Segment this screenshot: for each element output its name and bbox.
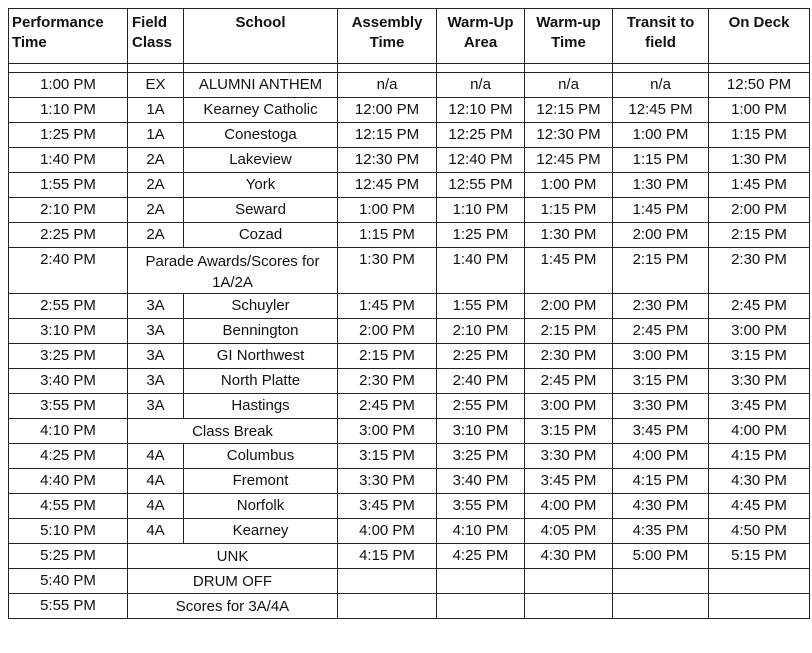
header-on-deck: On Deck	[709, 9, 810, 64]
assembly-time-cell: 2:00 PM	[338, 319, 437, 344]
performance-time-cell: 1:10 PM	[9, 98, 128, 123]
school-cell: York	[184, 173, 338, 198]
field-class-cell: 3A	[128, 294, 184, 319]
on-deck-cell: 3:30 PM	[709, 369, 810, 394]
on-deck-cell: 3:15 PM	[709, 344, 810, 369]
warm-up-time-cell: 12:30 PM	[525, 123, 613, 148]
table-row	[9, 569, 810, 594]
warm-up-time-cell: 4:30 PM	[525, 544, 613, 569]
header-row	[9, 9, 810, 64]
assembly-time-cell: 1:30 PM	[338, 248, 437, 294]
performance-time-cell: 4:25 PM	[9, 444, 128, 469]
merged-event-cell: DRUM OFF	[128, 569, 338, 594]
warm-up-time-cell: n/a	[525, 73, 613, 98]
warm-up-time-cell: 12:15 PM	[525, 98, 613, 123]
transit-cell: 1:30 PM	[613, 173, 709, 198]
performance-time-cell: 3:40 PM	[9, 369, 128, 394]
transit-cell: 3:15 PM	[613, 369, 709, 394]
table-row	[9, 148, 810, 173]
table-row	[9, 419, 810, 444]
warm-up-area-cell: 2:40 PM	[437, 369, 525, 394]
performance-time-cell: 5:25 PM	[9, 544, 128, 569]
field-class-cell: 1A	[128, 98, 184, 123]
transit-cell: 3:45 PM	[613, 419, 709, 444]
assembly-time-cell: 12:45 PM	[338, 173, 437, 198]
on-deck-cell: 4:45 PM	[709, 494, 810, 519]
on-deck-cell: 1:45 PM	[709, 173, 810, 198]
assembly-time-cell: 3:00 PM	[338, 419, 437, 444]
warm-up-time-cell: 4:00 PM	[525, 494, 613, 519]
warm-up-area-cell: 1:10 PM	[437, 198, 525, 223]
assembly-time-cell	[338, 594, 437, 619]
field-class-cell: 3A	[128, 319, 184, 344]
school-cell: Lakeview	[184, 148, 338, 173]
warm-up-area-cell: 1:55 PM	[437, 294, 525, 319]
spacer-cell	[437, 64, 525, 73]
school-cell: Conestoga	[184, 123, 338, 148]
assembly-time-cell	[338, 569, 437, 594]
assembly-time-cell: 1:45 PM	[338, 294, 437, 319]
assembly-time-cell: 3:30 PM	[338, 469, 437, 494]
warm-up-time-cell: 3:15 PM	[525, 419, 613, 444]
header-transit-to-field: Transit to field	[613, 9, 709, 64]
warm-up-area-cell: 3:55 PM	[437, 494, 525, 519]
performance-time-cell: 4:10 PM	[9, 419, 128, 444]
performance-time-cell: 2:55 PM	[9, 294, 128, 319]
assembly-time-cell: 3:45 PM	[338, 494, 437, 519]
school-cell: Norfolk	[184, 494, 338, 519]
header-school: School	[184, 9, 338, 64]
transit-cell: 4:00 PM	[613, 444, 709, 469]
warm-up-area-cell: 12:10 PM	[437, 98, 525, 123]
spacer-cell	[128, 64, 184, 73]
merged-event-cell: Parade Awards/Scores for 1A/2A	[128, 248, 338, 294]
transit-cell: 1:45 PM	[613, 198, 709, 223]
warm-up-time-cell: 1:15 PM	[525, 198, 613, 223]
table-row	[9, 494, 810, 519]
on-deck-cell	[709, 594, 810, 619]
table-row	[9, 223, 810, 248]
field-class-cell: 2A	[128, 148, 184, 173]
transit-cell: 4:35 PM	[613, 519, 709, 544]
warm-up-time-cell: 3:30 PM	[525, 444, 613, 469]
warm-up-area-cell: 3:25 PM	[437, 444, 525, 469]
performance-time-cell: 2:25 PM	[9, 223, 128, 248]
performance-time-cell: 2:10 PM	[9, 198, 128, 223]
field-class-cell: 3A	[128, 394, 184, 419]
on-deck-cell: 2:15 PM	[709, 223, 810, 248]
performance-time-cell: 5:40 PM	[9, 569, 128, 594]
performance-time-cell: 3:55 PM	[9, 394, 128, 419]
warm-up-time-cell: 3:00 PM	[525, 394, 613, 419]
warm-up-area-cell: 4:10 PM	[437, 519, 525, 544]
header-assembly-time: Assembly Time	[338, 9, 437, 64]
on-deck-cell: 4:15 PM	[709, 444, 810, 469]
field-class-cell: 4A	[128, 519, 184, 544]
performance-time-cell: 1:55 PM	[9, 173, 128, 198]
on-deck-cell: 4:50 PM	[709, 519, 810, 544]
table-row	[9, 394, 810, 419]
merged-event-cell: UNK	[128, 544, 338, 569]
performance-time-cell: 1:40 PM	[9, 148, 128, 173]
warm-up-area-cell: 12:25 PM	[437, 123, 525, 148]
transit-cell: 12:45 PM	[613, 98, 709, 123]
field-class-cell: 2A	[128, 173, 184, 198]
school-cell: Kearney Catholic	[184, 98, 338, 123]
transit-cell: n/a	[613, 73, 709, 98]
table-row	[9, 248, 810, 294]
assembly-time-cell: 1:15 PM	[338, 223, 437, 248]
school-cell: GI Northwest	[184, 344, 338, 369]
table-row	[9, 98, 810, 123]
warm-up-area-cell	[437, 569, 525, 594]
school-cell: Seward	[184, 198, 338, 223]
school-cell: North Platte	[184, 369, 338, 394]
performance-time-cell: 3:10 PM	[9, 319, 128, 344]
spacer-cell	[525, 64, 613, 73]
on-deck-cell: 3:00 PM	[709, 319, 810, 344]
warm-up-time-cell: 12:45 PM	[525, 148, 613, 173]
field-class-cell: EX	[128, 73, 184, 98]
performance-time-cell: 2:40 PM	[9, 248, 128, 294]
warm-up-area-cell: 4:25 PM	[437, 544, 525, 569]
transit-cell	[613, 569, 709, 594]
school-cell: Schuyler	[184, 294, 338, 319]
assembly-time-cell: 12:15 PM	[338, 123, 437, 148]
transit-cell: 2:30 PM	[613, 294, 709, 319]
performance-time-cell: 1:00 PM	[9, 73, 128, 98]
field-class-cell: 3A	[128, 344, 184, 369]
warm-up-area-cell: n/a	[437, 73, 525, 98]
table-row	[9, 73, 810, 98]
schedule-document	[8, 8, 810, 619]
warm-up-time-cell: 2:15 PM	[525, 319, 613, 344]
field-class-cell: 1A	[128, 123, 184, 148]
warm-up-area-cell: 1:25 PM	[437, 223, 525, 248]
warm-up-time-cell: 1:00 PM	[525, 173, 613, 198]
table-row	[9, 123, 810, 148]
transit-cell: 3:30 PM	[613, 394, 709, 419]
spacer-cell	[338, 64, 437, 73]
spacer-cell	[709, 64, 810, 73]
header-spacer-row	[9, 64, 810, 73]
performance-time-cell: 5:55 PM	[9, 594, 128, 619]
warm-up-area-cell: 1:40 PM	[437, 248, 525, 294]
table-row	[9, 544, 810, 569]
on-deck-cell: 1:15 PM	[709, 123, 810, 148]
header-field-class: Field Class	[128, 9, 184, 64]
transit-cell: 4:15 PM	[613, 469, 709, 494]
field-class-cell: 4A	[128, 469, 184, 494]
transit-cell: 1:00 PM	[613, 123, 709, 148]
table-row	[9, 198, 810, 223]
warm-up-area-cell: 3:40 PM	[437, 469, 525, 494]
assembly-time-cell: 12:00 PM	[338, 98, 437, 123]
field-class-cell: 2A	[128, 223, 184, 248]
warm-up-time-cell: 2:30 PM	[525, 344, 613, 369]
field-class-cell: 4A	[128, 494, 184, 519]
warm-up-area-cell: 2:10 PM	[437, 319, 525, 344]
warm-up-time-cell: 2:45 PM	[525, 369, 613, 394]
on-deck-cell: 4:30 PM	[709, 469, 810, 494]
table-row	[9, 519, 810, 544]
table-row	[9, 469, 810, 494]
warm-up-time-cell: 1:30 PM	[525, 223, 613, 248]
school-cell: Bennington	[184, 319, 338, 344]
on-deck-cell: 1:30 PM	[709, 148, 810, 173]
merged-event-cell: Scores for 3A/4A	[128, 594, 338, 619]
on-deck-cell: 3:45 PM	[709, 394, 810, 419]
transit-cell: 2:45 PM	[613, 319, 709, 344]
warm-up-time-cell: 4:05 PM	[525, 519, 613, 544]
warm-up-area-cell: 2:25 PM	[437, 344, 525, 369]
header-warm-up-area: Warm-Up Area	[437, 9, 525, 64]
spacer-cell	[613, 64, 709, 73]
school-cell: Kearney	[184, 519, 338, 544]
performance-time-cell: 5:10 PM	[9, 519, 128, 544]
table-row	[9, 294, 810, 319]
on-deck-cell: 5:15 PM	[709, 544, 810, 569]
transit-cell: 4:30 PM	[613, 494, 709, 519]
on-deck-cell: 2:45 PM	[709, 294, 810, 319]
assembly-time-cell: 3:15 PM	[338, 444, 437, 469]
performance-time-cell: 1:25 PM	[9, 123, 128, 148]
field-class-cell: 4A	[128, 444, 184, 469]
school-cell: ALUMNI ANTHEM	[184, 73, 338, 98]
school-cell: Cozad	[184, 223, 338, 248]
table-row	[9, 444, 810, 469]
transit-cell: 2:00 PM	[613, 223, 709, 248]
transit-cell: 2:15 PM	[613, 248, 709, 294]
school-cell: Fremont	[184, 469, 338, 494]
performance-time-cell: 4:40 PM	[9, 469, 128, 494]
assembly-time-cell: 2:30 PM	[338, 369, 437, 394]
field-class-cell: 3A	[128, 369, 184, 394]
performance-time-cell: 3:25 PM	[9, 344, 128, 369]
on-deck-cell: 4:00 PM	[709, 419, 810, 444]
warm-up-time-cell: 2:00 PM	[525, 294, 613, 319]
warm-up-time-cell: 1:45 PM	[525, 248, 613, 294]
warm-up-time-cell: 3:45 PM	[525, 469, 613, 494]
warm-up-area-cell: 12:55 PM	[437, 173, 525, 198]
warm-up-area-cell: 3:10 PM	[437, 419, 525, 444]
table-row	[9, 594, 810, 619]
assembly-time-cell: 1:00 PM	[338, 198, 437, 223]
assembly-time-cell: 2:15 PM	[338, 344, 437, 369]
merged-event-cell: Class Break	[128, 419, 338, 444]
assembly-time-cell: 4:15 PM	[338, 544, 437, 569]
field-class-cell: 2A	[128, 198, 184, 223]
table-row	[9, 344, 810, 369]
on-deck-cell: 1:00 PM	[709, 98, 810, 123]
header-performance-time: Performance Time	[9, 9, 128, 64]
header-warm-up-time: Warm-up Time	[525, 9, 613, 64]
on-deck-cell: 2:30 PM	[709, 248, 810, 294]
assembly-time-cell: 12:30 PM	[338, 148, 437, 173]
on-deck-cell: 2:00 PM	[709, 198, 810, 223]
school-cell: Hastings	[184, 394, 338, 419]
warm-up-time-cell	[525, 594, 613, 619]
assembly-time-cell: n/a	[338, 73, 437, 98]
spacer-cell	[184, 64, 338, 73]
assembly-time-cell: 2:45 PM	[338, 394, 437, 419]
transit-cell: 5:00 PM	[613, 544, 709, 569]
warm-up-area-cell	[437, 594, 525, 619]
warm-up-area-cell: 12:40 PM	[437, 148, 525, 173]
transit-cell	[613, 594, 709, 619]
assembly-time-cell: 4:00 PM	[338, 519, 437, 544]
school-cell: Columbus	[184, 444, 338, 469]
transit-cell: 3:00 PM	[613, 344, 709, 369]
table-row	[9, 319, 810, 344]
spacer-cell	[9, 64, 128, 73]
table-row	[9, 369, 810, 394]
on-deck-cell: 12:50 PM	[709, 73, 810, 98]
on-deck-cell	[709, 569, 810, 594]
performance-time-cell: 4:55 PM	[9, 494, 128, 519]
transit-cell: 1:15 PM	[613, 148, 709, 173]
warm-up-time-cell	[525, 569, 613, 594]
performance-schedule-table	[8, 8, 810, 619]
table-row	[9, 173, 810, 198]
schedule-body	[9, 73, 810, 619]
warm-up-area-cell: 2:55 PM	[437, 394, 525, 419]
